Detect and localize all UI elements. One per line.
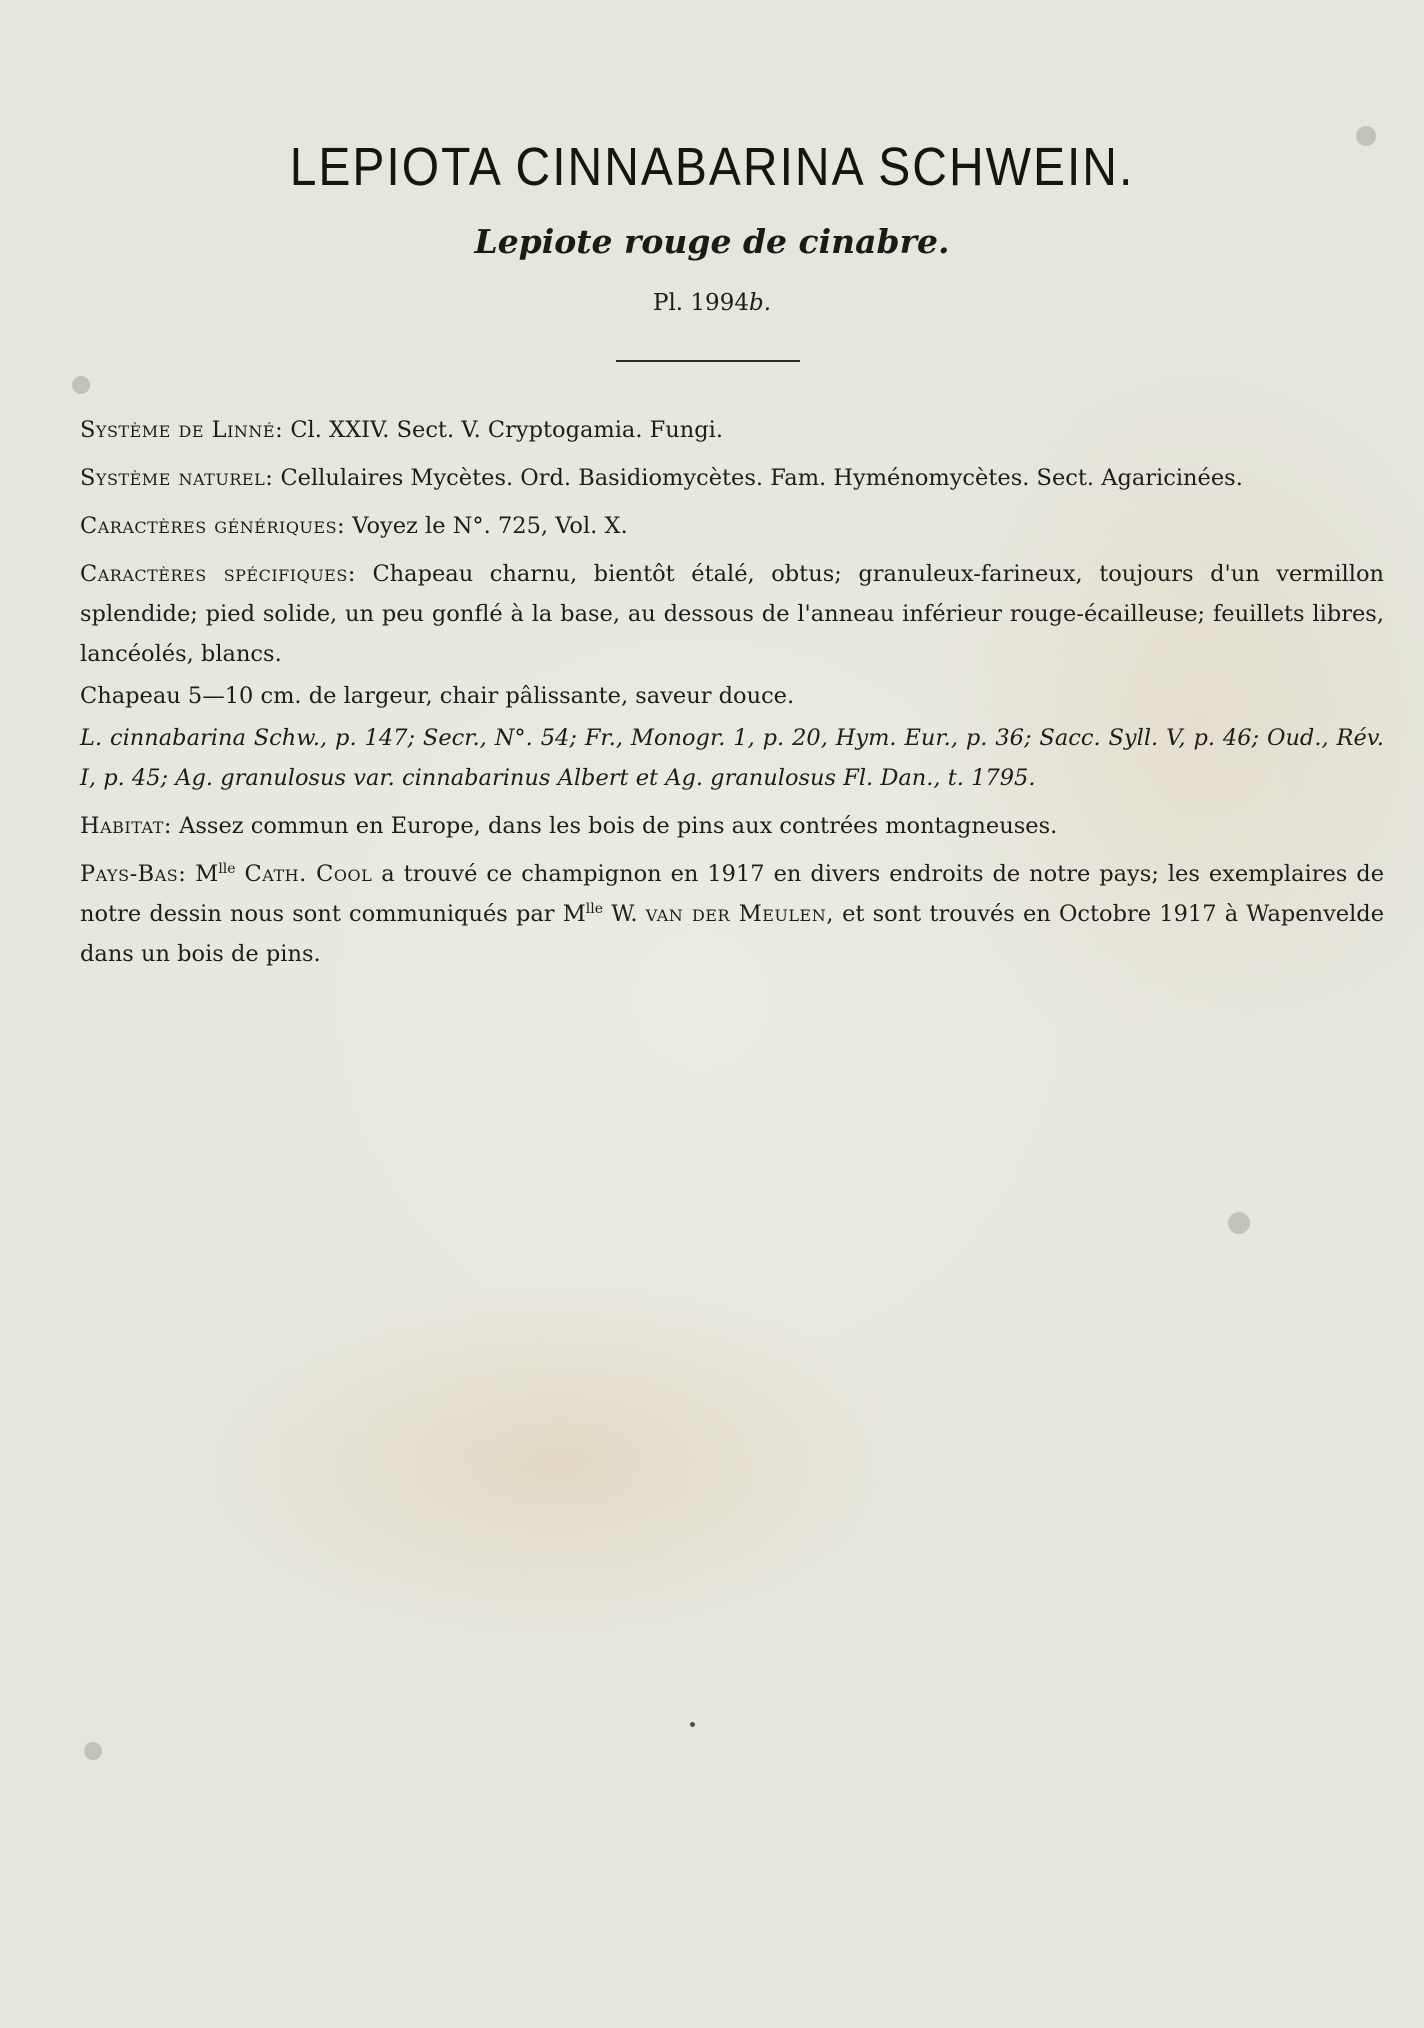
section-specifiques-label: Caractères spécifiques:: [80, 561, 356, 587]
paysbas-title-1-sup: lle: [218, 861, 236, 877]
section-generiques-text: Voyez le N°. 725, Vol. X.: [352, 513, 628, 539]
section-specifiques-text: Chapeau charnu, bientôt étalé, obtus; granuleux-farineux, toujours d'un vermillon splendide; pied solide, un peu gonflé à la base, au dessous de l'anneau inférieur rouge-écailleuse; feuillets libres, lancéolés, blancs.: [80, 561, 1384, 667]
section-paysbas: [50, 854, 1384, 974]
section-naturel-label: Système naturel:: [80, 465, 274, 491]
page-subtitle: Lepiote rouge de cinabre.: [474, 222, 950, 261]
section-paysbas-label: Pays-Bas:: [80, 861, 187, 887]
section-habitat-label: Habitat:: [80, 813, 172, 839]
document-body: [50, 410, 1384, 982]
paysbas-text-2: et sont trouvés en Octobre 1917 à Wapenvelde dans un bois de pins.: [80, 901, 1385, 967]
section-habitat-text: Assez commun en Europe, dans les bois de pins aux contrées montagneuses.: [179, 813, 1058, 839]
paper-spot: [1356, 126, 1376, 146]
paysbas-title-1: M: [195, 861, 219, 887]
section-linne-label: Système de Linné:: [80, 417, 284, 443]
paper-spot: [690, 1722, 695, 1727]
section-linne: [50, 410, 1384, 450]
divider-rule: [616, 360, 800, 362]
paper-spot: [84, 1742, 102, 1760]
paysbas-title-2-sup: lle: [585, 901, 604, 917]
section-specifiques: [50, 554, 1384, 674]
paysbas-text-1: a trouvé ce champignon en 1917 en divers endroits de notre pays; les exemplaires de notre dessin nous sont communiqués par: [80, 861, 1385, 927]
paysbas-title-2: M: [562, 901, 586, 927]
section-habitat: [50, 806, 1384, 846]
section-generiques: [50, 506, 1384, 546]
section-linne-text: Cl. XXIV. Sect. V. Cryptogamia. Fungi.: [290, 417, 723, 443]
section-naturel-text: Cellulaires Mycètes. Ord. Basidiomycètes. Fam. Hyménomycètes. Sect. Agaricinées.: [280, 465, 1243, 491]
paper-spot: [1228, 1212, 1250, 1234]
plate-number: [0, 290, 1424, 316]
paysbas-name-2-plain: W.: [611, 901, 638, 927]
paysbas-name-2: van der Meulen,: [645, 901, 834, 927]
paper-spot: [72, 376, 90, 394]
section-chapeau: Chapeau 5—10 cm. de largeur, chair pâlissante, saveur douce.: [80, 683, 795, 709]
section-generiques-label: Caractères génériques:: [80, 513, 346, 539]
section-references: L. cinnabarina Schw., p. 147; Secr., N°. 54; Fr., Monogr. 1, p. 20, Hym. Eur., p. 36; Sacc. Syll. V, p. 46; Oud., Rév. I, p. 45; Ag. granulosus var. cinnabarinus Albert et Ag. granulosus Fl. Dan., t. 1795.: [80, 725, 1384, 791]
page-title: LEPIOTA CINNABARINA SCHWEIN.: [289, 137, 1135, 198]
plate-suffix: b.: [748, 290, 772, 316]
paysbas-name-1: Cath. Cool: [244, 861, 373, 887]
section-naturel: [50, 458, 1384, 498]
plate-prefix: Pl. 1994: [652, 290, 749, 316]
